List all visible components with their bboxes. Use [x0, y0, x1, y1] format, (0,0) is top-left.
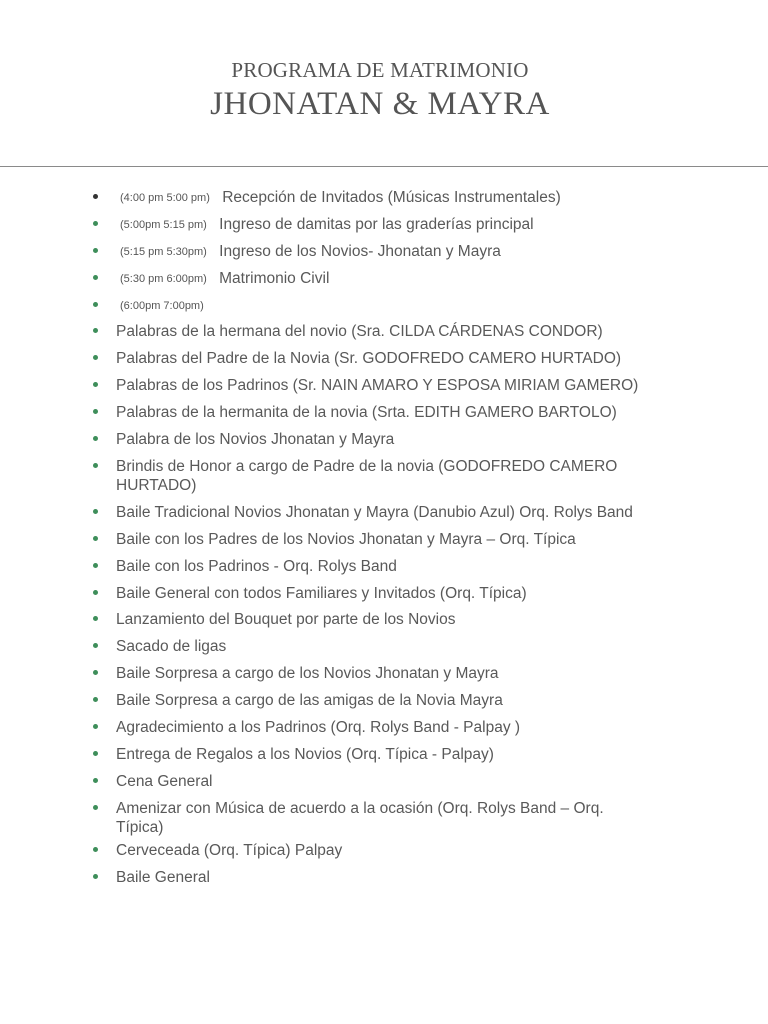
item-time: (5:15 pm 5:30pm) [120, 245, 207, 258]
bullet-icon [93, 194, 98, 199]
couple-title: JHONATAN & MAYRA [210, 86, 550, 122]
item-text: Entrega de Regalos a los Novios (Orq. Típica - Palpay) [116, 745, 494, 763]
bullet-icon [93, 724, 98, 729]
list-item [90, 768, 650, 795]
bullet-icon [93, 248, 98, 253]
program-subtitle: PROGRAMA DE MATRIMONIO [231, 58, 529, 82]
item-text: Lanzamiento del Bouquet por parte de los Novios [116, 611, 456, 629]
item-text: Ingreso de damitas por las graderías principal [219, 215, 534, 233]
item-text: Palabras de la hermanita de la novia (Srta. EDITH GAMERO BARTOLO) [116, 404, 617, 422]
item-text: Amenizar con Música de acuerdo a la ocasión (Orq. Rolys Band – Orq. Típica) [116, 799, 604, 836]
list-item [90, 499, 650, 526]
item-text: Palabras de la hermana del novio (Sra. CILDA CÁRDENAS CONDOR) [116, 323, 603, 341]
list-item [90, 399, 650, 426]
bullet-icon [93, 847, 98, 852]
list-item [90, 526, 650, 553]
bullet-icon [93, 275, 98, 280]
bullet-icon [93, 355, 98, 360]
bullet-icon [93, 778, 98, 783]
item-text: Agradecimiento a los Padrinos (Orq. Rolys Band - Palpay ) [116, 719, 521, 737]
item-text: Palabras de los Padrinos (Sr. NAIN AMARO Y ESPOSA MIRIAM GAMERO) [116, 377, 639, 395]
header [0, 58, 760, 124]
list-item [90, 837, 650, 864]
item-time: (5:30 pm 6:00pm) [120, 272, 207, 285]
item-text: Baile Sorpresa a cargo de las amigas de la Novia Mayra [116, 692, 503, 710]
item-text: Brindis de Honor a cargo de Padre de la novia (GODOFREDO CAMERO HURTADO) [116, 457, 618, 494]
bullet-icon [93, 509, 98, 514]
item-text: Palabras del Padre de la Novia (Sr. GODOFREDO CAMERO HURTADO) [116, 350, 622, 368]
bullet-icon [93, 536, 98, 541]
item-text: Baile Sorpresa a cargo de los Novios Jhonatan y Mayra [116, 665, 499, 683]
list-item [90, 741, 650, 768]
list-item [90, 318, 650, 345]
list-item [90, 660, 650, 687]
item-text: Recepción de Invitados (Músicas Instrumentales) [222, 189, 561, 206]
timed-list-item [90, 184, 650, 211]
list-item [90, 795, 650, 837]
item-text: Matrimonio Civil [219, 269, 330, 287]
bullet-icon [93, 563, 98, 568]
item-text: Baile Tradicional Novios Jhonatan y Mayra (Danubio Azul) Orq. Rolys Band [116, 503, 633, 521]
list-item [90, 580, 650, 607]
bullet-icon [93, 616, 98, 621]
list-item [90, 553, 650, 580]
bullet-icon [93, 670, 98, 675]
bullet-icon [93, 409, 98, 414]
list-item [90, 426, 650, 453]
timed-list-item [90, 238, 650, 265]
bullet-icon [93, 697, 98, 702]
bullet-icon [93, 643, 98, 648]
item-text: Baile General [116, 868, 210, 886]
header-divider [0, 166, 768, 167]
item-text: Cena General [116, 772, 213, 790]
item-text: Ingreso de los Novios- Jhonatan y Mayra [219, 242, 501, 260]
timed-list-item [90, 292, 650, 319]
list-item [90, 864, 650, 891]
item-text: Sacado de ligas [116, 638, 227, 656]
bullet-icon [93, 328, 98, 333]
item-text: Baile con los Padres de los Novios Jhonatan y Mayra – Orq. Típica [116, 530, 576, 548]
item-text: Baile con los Padrinos - Orq. Rolys Band [116, 557, 397, 575]
item-time: (6:00pm 7:00pm) [120, 299, 204, 312]
timed-list-item [90, 211, 650, 238]
bullet-icon [93, 751, 98, 756]
bullet-icon [93, 302, 98, 307]
bullet-icon [93, 805, 98, 810]
item-text: Cerveceada (Orq. Típica) Palpay [116, 841, 343, 859]
bullet-icon [93, 436, 98, 441]
list-item [90, 714, 650, 741]
bullet-icon [93, 590, 98, 595]
list-item [90, 453, 650, 499]
list-item [90, 633, 650, 660]
list-item [90, 687, 650, 714]
bullet-icon [93, 382, 98, 387]
timed-list-item [90, 265, 650, 292]
list-item [90, 372, 650, 399]
item-text: Baile General con todos Familiares y Invitados (Orq. Típica) [116, 584, 527, 602]
bullet-icon [93, 874, 98, 879]
list-item [90, 606, 650, 633]
item-text: Palabra de los Novios Jhonatan y Mayra [116, 431, 395, 449]
bullet-icon [93, 221, 98, 226]
item-time: (4:00 pm 5:00 pm) [120, 192, 210, 204]
item-time: (5:00pm 5:15 pm) [120, 218, 207, 231]
program-list [90, 184, 650, 890]
bullet-icon [93, 463, 98, 468]
list-item [90, 345, 650, 372]
